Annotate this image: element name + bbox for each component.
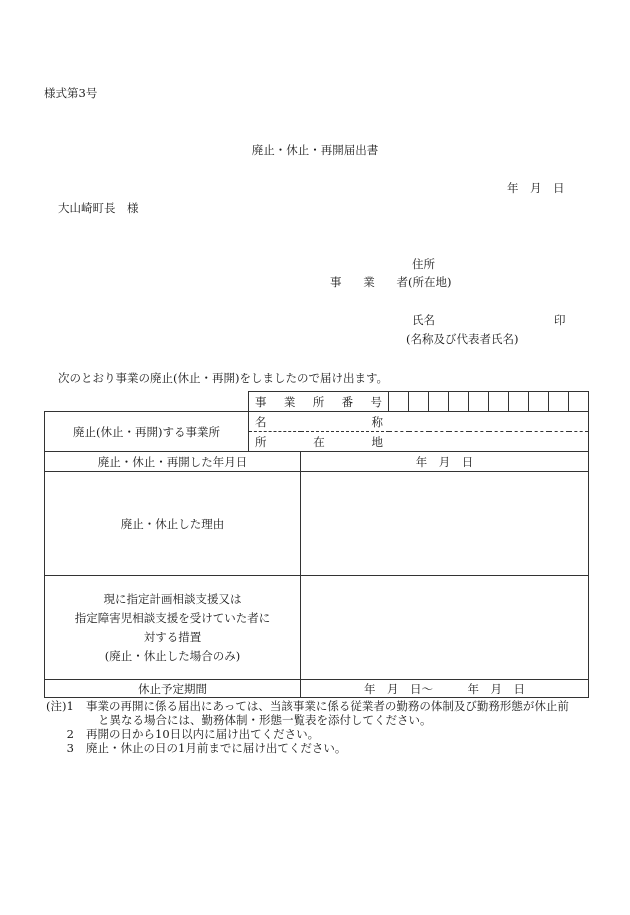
note-item: 3 廃止・休止の日の1月前までに届け出てください。	[66, 741, 347, 755]
form-number: 様式第3号	[44, 86, 98, 100]
period-label: 休止予定期間	[45, 680, 301, 698]
office-number-cell[interactable]	[549, 392, 569, 412]
office-number-cell[interactable]	[569, 392, 589, 412]
measures-label: 現に指定計画相談支援又は 指定障害児相談支援を受けていた者に 対する措置 (廃止・休止した場合のみ)	[45, 576, 301, 680]
office-number-cell[interactable]	[489, 392, 509, 412]
note-item: (注)1 事業の再開に係る届出にあっては、当該事業に係る従業者の勤務の体制及び勤務形態が休止前	[46, 699, 569, 713]
notes	[46, 699, 586, 755]
office-number-cell[interactable]	[469, 392, 489, 412]
address-note: (所在地)	[408, 275, 452, 289]
period-value-field[interactable]: 年 月 日～ 年 月 日	[301, 680, 589, 698]
reason-field[interactable]	[301, 472, 589, 576]
measures-field[interactable]	[301, 576, 589, 680]
address-label: 住所	[412, 257, 435, 271]
office-number-cell[interactable]	[509, 392, 529, 412]
name-label: 氏名	[412, 313, 435, 327]
office-number-cell[interactable]	[529, 392, 549, 412]
date-row-label: 廃止・休止・再開した年月日	[45, 452, 301, 472]
name-note: (名称及び代表者氏名)	[406, 332, 519, 346]
form-table	[44, 391, 589, 698]
reason-label: 廃止・休止した理由	[45, 472, 301, 576]
date-line: 年 月 日	[507, 181, 565, 195]
office-row-label: 廃止(休止・再開)する事業所	[45, 412, 249, 452]
date-value-field[interactable]: 年 月 日	[301, 452, 589, 472]
office-number-cell[interactable]	[449, 392, 469, 412]
addressee: 大山崎町長 様	[58, 201, 139, 215]
note-item: 2 再開の日から10日以内に届け出てください。	[66, 727, 320, 741]
page-title: 廃止・休止・再開届出書	[251, 143, 379, 157]
office-name-field[interactable]: 名 称	[249, 412, 589, 432]
intro-text: 次のとおり事業の廃止(休止・再開)をしましたので届け出ます。	[58, 371, 389, 385]
office-number-cell[interactable]	[429, 392, 449, 412]
office-location-field[interactable]: 所 在 地	[249, 432, 589, 452]
applicant-role-label: 事 業 者	[330, 275, 408, 289]
office-number-label: 事 業 所 番 号	[249, 392, 389, 412]
office-number-cell[interactable]	[389, 392, 409, 412]
seal-label: 印	[554, 313, 566, 327]
office-number-cell[interactable]	[409, 392, 429, 412]
note-item: と異なる場合には、勤務体制・形態一覧表を添付してください。	[98, 713, 432, 727]
